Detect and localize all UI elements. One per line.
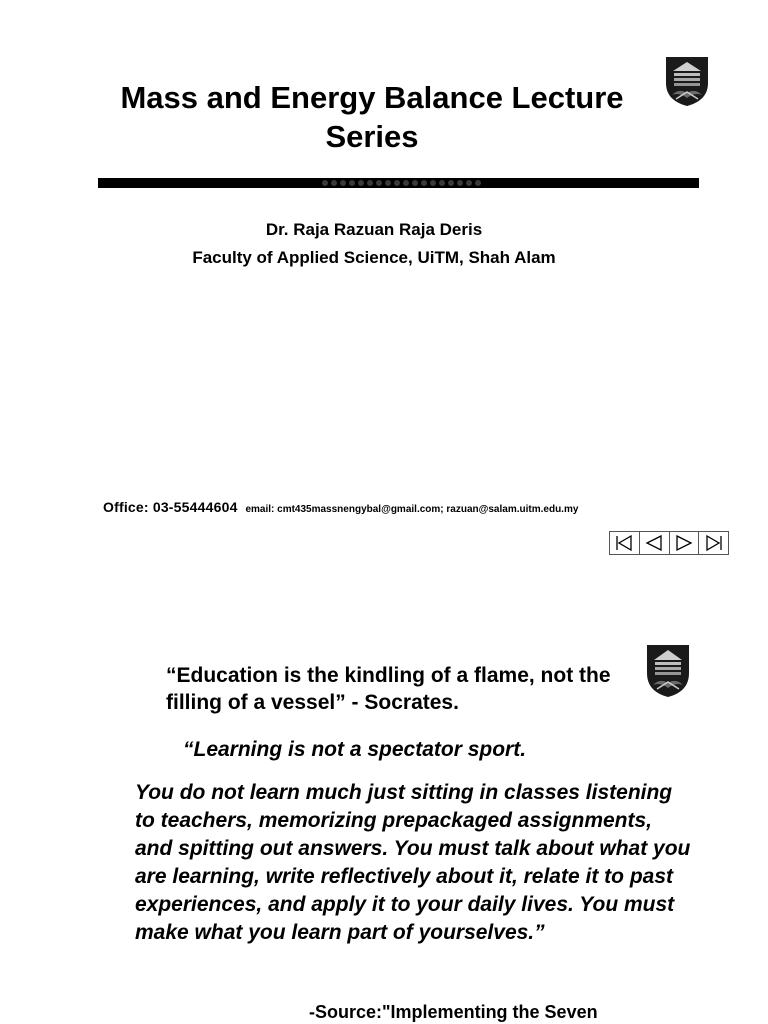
email-addresses: email: cmt435massnengybal@gmail.com; razuan@salam.uitm.edu.my <box>245 504 579 515</box>
office-phone: Office: 03-55444604 <box>103 499 238 515</box>
last-slide-icon <box>703 534 725 552</box>
first-slide-button[interactable] <box>610 532 640 554</box>
learning-quote-lead: “Learning is not a spectator sport. <box>183 738 527 761</box>
last-slide-button[interactable] <box>699 532 728 554</box>
author-name: Dr. Raja Razuan Raja Deris <box>265 220 483 239</box>
author-affiliation: Faculty of Applied Science, UiTM, Shah Alam <box>192 248 556 267</box>
contact-line <box>103 499 578 515</box>
previous-slide-button[interactable] <box>640 532 670 554</box>
learning-quote-body: You do not learn much just sitting in classes listening to teachers, memorizing prepackaged assignments, and spitting out answers. You must talk about what you are learning, write reflectively about it, relate it to past experiences, and apply it to your daily lives. You must make what you learn part of yourselves.” <box>135 781 691 944</box>
next-slide-icon <box>673 534 695 552</box>
next-slide-button[interactable] <box>670 532 700 554</box>
previous-slide-icon <box>643 534 665 552</box>
slide-title: Mass and Energy Balance Lecture Series <box>120 80 624 154</box>
socrates-quote: “Education is the kindling of a flame, not the filling of a vessel” - Socrates. <box>166 664 611 714</box>
divider-dots-decoration <box>316 180 486 186</box>
slide-navigation <box>609 531 729 555</box>
first-slide-icon <box>613 534 635 552</box>
university-crest-icon <box>652 40 722 122</box>
university-crest-icon <box>626 630 710 712</box>
quote-source: -Source:"Implementing the Seven <box>309 1002 598 1022</box>
